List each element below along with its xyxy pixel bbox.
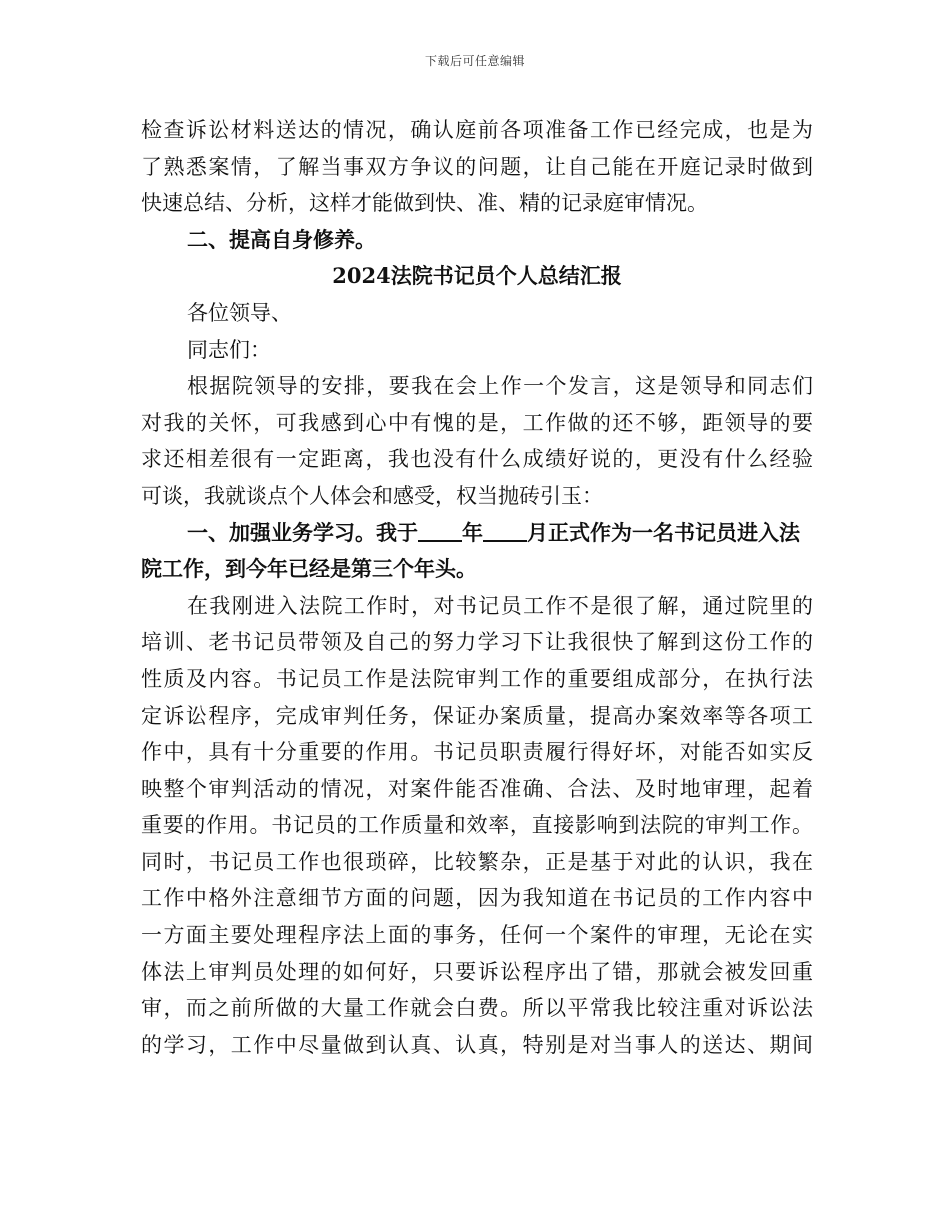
heading-text: 年 — [462, 519, 483, 545]
paragraph-line: 体法上审判员处理的如何好，只要诉讼程序出了错，那就会被发回重 — [141, 959, 813, 984]
paragraph-line: 了熟悉案情，了解当事双方争议的问题，让自己能在开庭记录时做到 — [141, 154, 813, 179]
paragraph-line: 检查诉讼材料送达的情况，确认庭前各项准备工作已经完成，也是为 — [141, 118, 813, 142]
paragraph-line: 作中，具有十分重要的作用。书记员职责履行得好坏，对能否如实反 — [141, 740, 813, 765]
paragraph-line: 求还相差很有一定距离，我也没有什么成绩好说的，更没有什么经验 — [141, 447, 813, 472]
paragraph-line: 的学习，工作中尽量做到认真、认真，特别是对当事人的送达、期间 — [141, 1032, 813, 1057]
paragraph-line: 培训、老书记员带领及自己的努力学习下让我很快了解到这份工作的 — [141, 630, 813, 655]
heading-text: 一、加强业务学习。我于 — [187, 519, 418, 545]
section-heading-study — [141, 515, 813, 552]
paragraph-line: 重要的作用。书记员的工作质量和效率，直接影响到法院的审判工作。 — [141, 813, 813, 838]
section-heading-line: 院工作，到今年已经是第三个年头。 — [141, 556, 477, 582]
salutation-comrades: 同志们： — [187, 337, 271, 362]
paragraph-line: 性质及内容。书记员工作是法院审判工作的重要组成部分，在执行法 — [141, 666, 813, 691]
document-body — [141, 112, 813, 1063]
year-blank — [418, 520, 462, 542]
paragraph-line: 同时，书记员工作也很琐碎，比较繁杂，正是基于对此的认识，我在 — [141, 849, 813, 874]
page-header: 下载后可任意编辑 — [424, 54, 525, 68]
paragraph-line: 可谈，我就谈点个人体会和感受，权当抛砖引玉： — [141, 483, 603, 508]
salutation-leaders: 各位领导、 — [187, 300, 292, 325]
paragraph-line: 根据院领导的安排，要我在会上作一个发言，这是领导和同志们 — [187, 374, 813, 399]
paragraph-line: 一方面主要处理程序法上面的事务，任何一个案件的审理，无论在实 — [141, 923, 813, 948]
section-heading: 二、提高自身修养。 — [187, 226, 376, 252]
paragraph-line: 定诉讼程序，完成审判任务，保证办案质量，提高办案效率等各项工 — [141, 703, 813, 728]
heading-text: 月正式作为一名书记员进入法 — [527, 519, 800, 545]
document-title: 2024法院书记员个人总结汇报 — [332, 263, 622, 289]
paragraph-line: 在我刚进入法院工作时，对书记员工作不是很了解，通过院里的 — [187, 593, 813, 618]
month-blank — [483, 520, 527, 542]
paragraph-line: 对我的关怀，可我感到心中有愧的是，工作做的还不够，距领导的要 — [141, 410, 813, 435]
paragraph-line: 工作中格外注意细节方面的问题，因为我知道在书记员的工作内容中 — [141, 886, 813, 911]
paragraph-line: 映整个审判活动的情况，对案件能否准确、合法、及时地审理，起着 — [141, 776, 813, 801]
paragraph-line: 审，而之前所做的大量工作就会白费。所以平常我比较注重对诉讼法 — [141, 996, 813, 1021]
paragraph-line: 快速总结、分析，这样才能做到快、准、精的记录庭审情况。 — [141, 191, 708, 216]
